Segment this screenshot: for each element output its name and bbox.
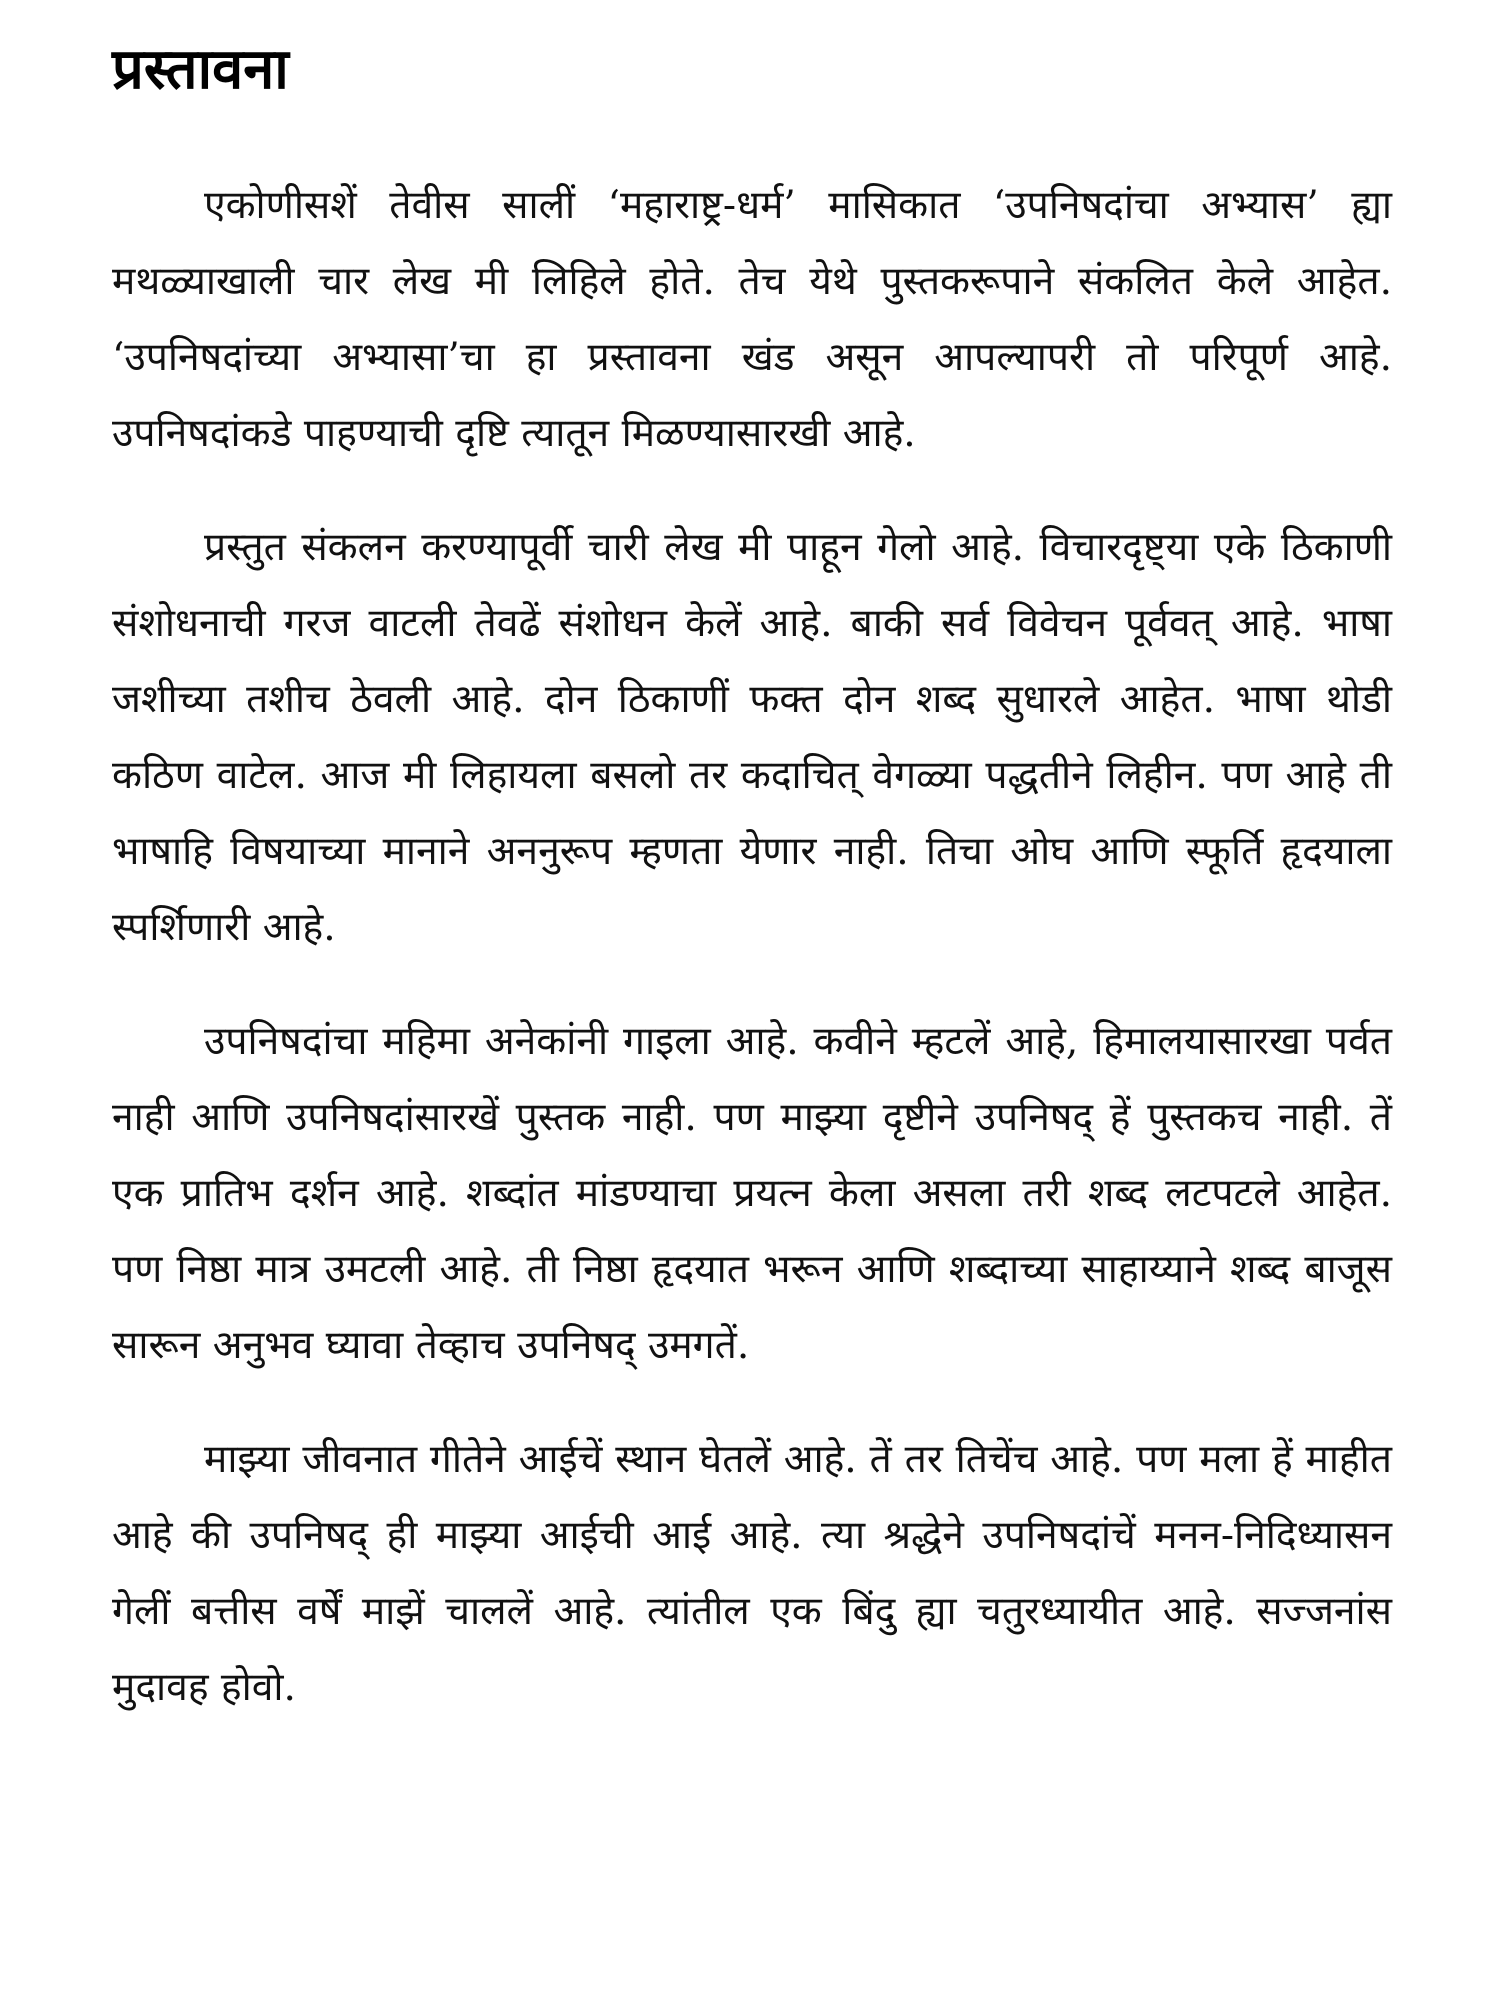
page-heading: प्रस्तावना bbox=[112, 37, 289, 102]
document-body bbox=[112, 168, 1392, 1726]
paragraph-2: प्रस्तुत संकलन करण्यापूर्वी चारी लेख मी पाहून गेलो आहे. विचारदृष्ट्या एके ठिकाणी संशोधनाची गरज वाटली तेवढें संशोधन केलें आहे. बाकी सर्व विवेचन पूर्ववत् आहे. भाषा जशीच्या तशीच ठेवली आहे. दोन ठिकाणीं फक्त दोन शब्द सुधारले आहेत. भाषा थोडी कठिण वाटेल. आज मी लिहायला बसलो तर कदाचित् वेगळ्या पद्धतीने लिहीन. पण आहे ती भाषाहि विषयाच्या मानाने अननुरूप म्हणता येणार नाही. तिचा ओघ आणि स्फूर्ति हृदयाला स्पर्शिणारी आहे. bbox=[112, 525, 1392, 950]
paragraph-1: एकोणीसशें तेवीस सालीं ‘महाराष्ट्र-धर्म’ मासिकात ‘उपनिषदांचा अभ्यास’ ह्या मथळ्याखाली चार लेख मी लिहिले होते. तेच येथे पुस्तकरूपाने संकलित केले आहेत. ‘उपनिषदांच्या अभ्यासा’चा हा प्रस्तावना खंड असून आपल्यापरी तो परिपूर्ण आहे. उपनिषदांकडे पाहण्याची दृष्टि त्यातून मिळण्यासारखी आहे. bbox=[112, 183, 1392, 456]
paragraph-4: माझ्या जीवनात गीतेने आईचें स्थान घेतलें आहे. तें तर तिचेंच आहे. पण मला हें माहीत आहे की उपनिषद् ही माझ्या आईची आई आहे. त्या श्रद्धेने उपनिषदांचें मनन-निदिध्यासन गेलीं बत्तीस वर्षें माझें चाललें आहे. त्यांतील एक बिंदु ह्या चतुरध्यायीत आहे. सज्जनांस मुदावह होवो. bbox=[112, 1437, 1392, 1710]
paragraph-3: उपनिषदांचा महिमा अनेकांनी गाइला आहे. कवीने म्हटलें आहे, हिमालयासारखा पर्वत नाही आणि उपनिषदांसारखें पुस्तक नाही. पण माझ्या दृष्टीने उपनिषद् हें पुस्तकच नाही. तें एक प्रातिभ दर्शन आहे. शब्दांत मांडण्याचा प्रयत्न केला असला तरी शब्द लटपटले आहेत. पण निष्ठा मात्र उमटली आहे. ती निष्ठा हृदयात भरून आणि शब्दाच्या साहाय्याने शब्द बाजूस सारून अनुभव घ्यावा तेव्हाच उपनिषद् उमगतें. bbox=[112, 1019, 1392, 1368]
